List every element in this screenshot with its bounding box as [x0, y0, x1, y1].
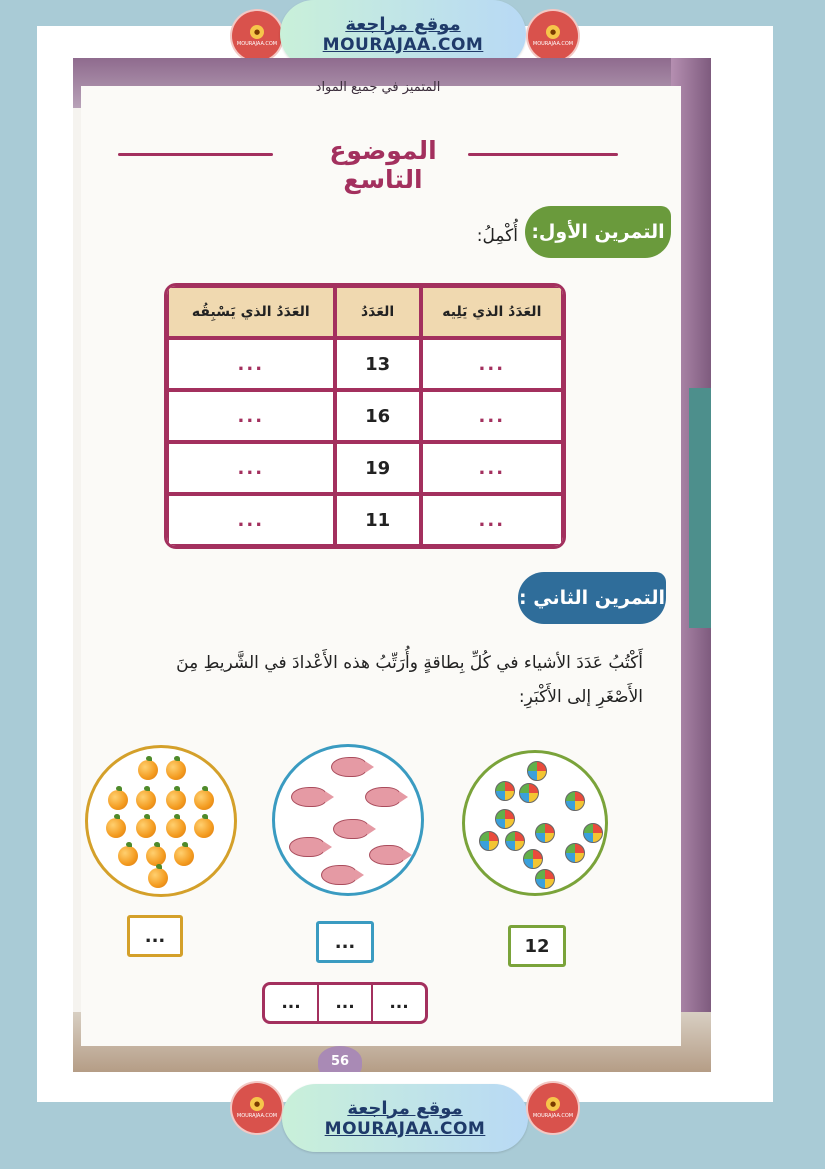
orange-icon — [108, 790, 128, 810]
logo-caption: MOURAJAA.COM — [532, 1113, 574, 1119]
orange-count-box[interactable]: ... — [127, 915, 183, 957]
site-banner-bottom[interactable] — [282, 1084, 528, 1152]
logo-caption: MOURAJAA.COM — [236, 41, 278, 47]
ball-icon — [583, 823, 603, 843]
title-rule-left — [118, 153, 273, 156]
site-logo-left — [232, 11, 282, 61]
exercise2-badge: التمرين الثاني : — [518, 572, 666, 624]
next-number-blank[interactable]: ... — [421, 494, 563, 546]
orange-icon — [194, 818, 214, 838]
logo-icon: ● — [546, 1097, 560, 1111]
exercise1-instruction: أُكْمِلُ: — [476, 226, 518, 246]
ball-icon — [523, 849, 543, 869]
strip-cell[interactable]: ... — [281, 993, 301, 1013]
previous-number-blank[interactable]: ... — [167, 338, 335, 390]
number-table — [164, 283, 566, 549]
number-cell: 13 — [335, 338, 421, 390]
site-logo-right — [528, 1083, 578, 1133]
exercise1-badge: التمرين الأول: — [525, 206, 671, 258]
ball-icon — [505, 831, 525, 851]
exercise2-instruction — [93, 646, 643, 714]
ball-icon — [535, 869, 555, 889]
ball-icon — [495, 809, 515, 829]
table-row — [167, 338, 563, 390]
orange-icon — [194, 790, 214, 810]
orange-icon — [148, 868, 168, 888]
logo-icon: ● — [250, 25, 264, 39]
fish-icon — [331, 757, 367, 777]
number-cell: 19 — [335, 442, 421, 494]
fish-icon — [289, 837, 325, 857]
orange-card — [85, 745, 237, 897]
logo-caption: MOURAJAA.COM — [532, 41, 574, 47]
book-page-photo — [73, 58, 711, 1072]
header-next-number: العَدَدُ الذي يَلِيه — [421, 286, 563, 338]
number-cell: 16 — [335, 390, 421, 442]
site-logo-left — [232, 1083, 282, 1133]
ordering-strip — [262, 982, 428, 1024]
orange-icon — [166, 760, 186, 780]
fish-count-box[interactable]: ... — [316, 921, 374, 963]
exercise2-line2: الأَصْغَرِ إلى الأَكْبَرِ: — [518, 687, 643, 707]
page-number: 56 — [318, 1046, 362, 1072]
running-head: المتميز في جميع المواد — [315, 80, 441, 95]
ball-icon — [495, 781, 515, 801]
orange-icon — [118, 846, 138, 866]
next-number-blank[interactable]: ... — [421, 338, 563, 390]
orange-icon — [166, 790, 186, 810]
ball-icon — [527, 761, 547, 781]
orange-icon — [174, 846, 194, 866]
site-logo-right — [528, 11, 578, 61]
fish-icon — [321, 865, 357, 885]
fish-icon — [291, 787, 327, 807]
topic-title: الموضوع التاسع — [329, 136, 437, 194]
next-number-blank[interactable]: ... — [421, 442, 563, 494]
orange-icon — [136, 818, 156, 838]
strip-cell[interactable]: ... — [371, 985, 425, 1021]
page-edge-strip — [689, 388, 711, 628]
fish-icon — [333, 819, 369, 839]
logo-caption: MOURAJAA.COM — [236, 1113, 278, 1119]
ball-icon — [565, 843, 585, 863]
site-name-latin[interactable]: MOURAJAA.COM — [324, 1118, 486, 1139]
table-row — [167, 494, 563, 546]
exercise2-line1: أَكْتُبُ عَدَدَ الأشياء في كُلِّ بِطاقةٍ وأُرَتِّبُ هذه الأَعْدادَ في الشَّريطِ مِنَ — [176, 653, 643, 673]
fish-icon — [365, 787, 401, 807]
table-header-row — [167, 286, 563, 338]
orange-icon — [106, 818, 126, 838]
site-name-arabic[interactable]: موقع مراجعة — [345, 13, 461, 35]
number-cell: 11 — [335, 494, 421, 546]
previous-number-blank[interactable]: ... — [167, 494, 335, 546]
previous-number-blank[interactable]: ... — [167, 390, 335, 442]
ball-icon — [479, 831, 499, 851]
strip-cell[interactable]: ... — [317, 985, 371, 1021]
orange-icon — [146, 846, 166, 866]
site-name-arabic[interactable]: موقع مراجعة — [347, 1097, 463, 1119]
header-number: العَدَدُ — [335, 286, 421, 338]
ball-icon — [519, 783, 539, 803]
ball-count-box: 12 — [508, 925, 566, 967]
fish-card — [272, 744, 424, 896]
ball-icon — [565, 791, 585, 811]
site-name-latin[interactable]: MOURAJAA.COM — [322, 34, 484, 55]
logo-icon: ● — [546, 25, 560, 39]
previous-number-blank[interactable]: ... — [167, 442, 335, 494]
next-number-blank[interactable]: ... — [421, 390, 563, 442]
orange-icon — [166, 818, 186, 838]
orange-icon — [138, 760, 158, 780]
table-row — [167, 442, 563, 494]
table-row — [167, 390, 563, 442]
logo-icon: ● — [250, 1097, 264, 1111]
title-rule-right — [468, 153, 618, 156]
fish-icon — [369, 845, 405, 865]
header-previous-number: العَدَدُ الذي يَسْبِقُه — [167, 286, 335, 338]
ball-card — [462, 750, 608, 896]
ball-icon — [535, 823, 555, 843]
orange-icon — [136, 790, 156, 810]
